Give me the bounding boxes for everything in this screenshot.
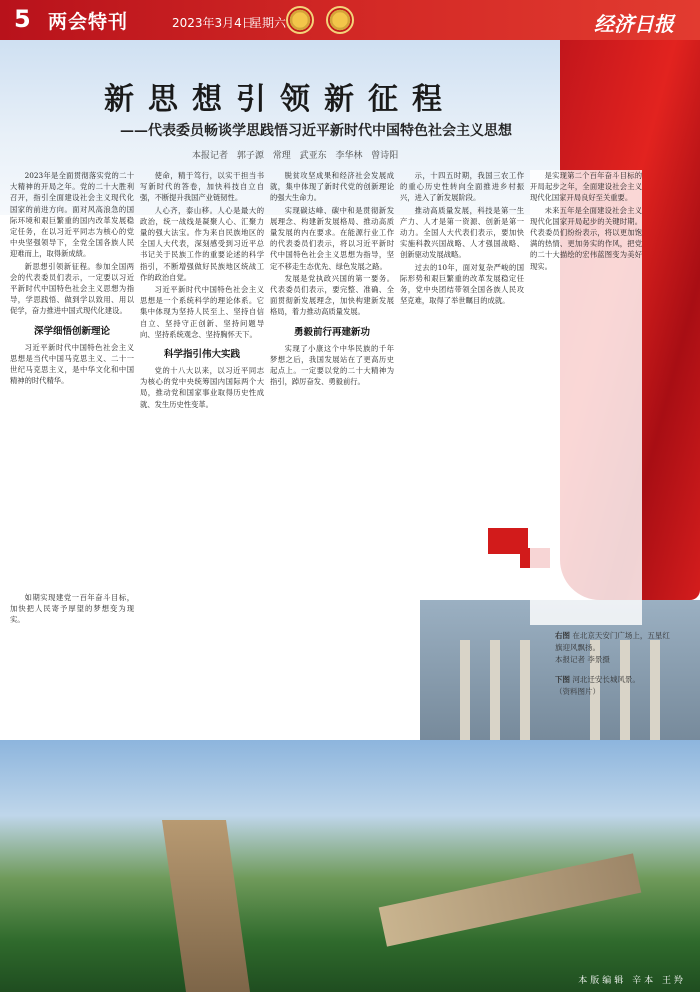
paragraph: 党的十八大以来，以习近平同志为核心的党中央统筹国内国际两个大局，推动党和国家事业取得历史性成就、发生历史性变革。 [140, 366, 264, 409]
paragraph: 过去的10年，面对复杂严峻的国际形势和艰巨繁重的改革发展稳定任务，党中央团结带领全国各族人民攻坚克难，取得了举世瞩目的成就。 [400, 262, 524, 306]
issue-weekday: 星期六 [250, 16, 287, 30]
national-emblem-icon [286, 6, 314, 34]
paragraph: 如期实现建党一百年奋斗目标，加快把人民寄予厚望的梦想变为现实。 [10, 593, 134, 625]
section-heading: 科学指引伟大实践 [163, 349, 240, 361]
article-column-1-lower [10, 592, 134, 750]
paragraph: 新思想引领新征程。参加全国两会的代表委员们表示，一定要以习近平新时代中国特色社会主义思想为指导，学思践悟、做到学以致用、用以促学，奋力推进中国式现代化建设。 [10, 261, 134, 316]
section-heading: 勇毅前行再建新功 [293, 326, 370, 338]
article-column-4 [400, 170, 524, 740]
editor-credit: 本版编辑 辛本 王羚 [578, 976, 686, 986]
paragraph: 脱贫攻坚成果和经济社会发展成就，集中体现了新时代党的创新理论的强大生命力。 [270, 171, 394, 203]
newspaper-logo: 经济日报 [594, 12, 674, 36]
caption-label: 下图 [555, 675, 570, 684]
paragraph: 推动高质量发展，科技是第一生产力、人才是第一资源、创新是第一动力。全国人大代表们表示，要加快实施科教兴国战略、人才强国战略、创新驱动发展战略。 [400, 205, 524, 260]
paragraph: 使命，精于笃行，以实干担当书写新时代的答卷，加快科技自立自强，不断提升我国产业链韧性。 [140, 171, 264, 203]
caption-text: 河北迁安长城风景。 [572, 675, 640, 684]
paragraph: 习近平新时代中国特色社会主义思想是当代中国马克思主义、二十一世纪马克思主义，是中华文化和中国精神的时代精华。 [10, 342, 134, 386]
section-heading: 深学细悟创新理论 [33, 325, 110, 337]
paragraph: 人心齐，泰山移。人心是最大的政治，统一战线是凝聚人心、汇聚力量的强大法宝。作为来自民族地区的全国人大代表，深刻感受到习近平总书记关于民族工作的重要论述的科学指引，不断增强做好民族地区统战工作的政治自觉。 [140, 205, 264, 282]
caption-credit: 本报记者 李景摄 [555, 655, 610, 664]
article-column-3 [270, 170, 394, 740]
section-title: 两会特刊 [48, 11, 129, 33]
issue-date: 2023年3月4日 [172, 16, 254, 30]
paragraph: 是实现第二个百年奋斗目标的开局起步之年，全面建设社会主义现代化国家开局良好至关重要。 [530, 171, 642, 203]
photo-captions [555, 630, 675, 698]
paragraph: 示，十四五时期，我国三农工作的重心历史性转向全面推进乡村振兴，进入了新发展阶段。 [400, 171, 524, 203]
caption-credit: （资料图片） [555, 687, 600, 696]
paragraph: 实现了小康这个中华民族的千年梦想之后，我国发展站在了更高历史起点上。一定要以党的二十大精神为指引，踔厉奋发、勇毅前行。 [270, 343, 394, 387]
paragraph: 2023年是全面贯彻落实党的二十大精神的开局之年。党的二十大胜利召开，指引全面建设社会主义现代化国家的前进方向。面对风高浪急的国际环境和艰巨繁重的国内改革发展稳定任务，在以习近平同志为核心的党中央坚强领导下，全党全国各族人民迎难而上，取得新成绩。 [10, 171, 134, 259]
page-number: 5 [14, 5, 31, 33]
article-column-1 [10, 170, 134, 590]
paragraph: 习近平新时代中国特色社会主义思想是一个系统科学的理论体系。它集中体现为坚持人民至上、坚持自信自立、坚持守正创新、坚持问题导向、坚持系统观念、坚持胸怀天下。 [140, 285, 264, 339]
paragraph: 发展是党执政兴国的第一要务。代表委员们表示，要完整、准确、全面贯彻新发展理念，加快构建新发展格局，着力推动高质量发展。 [270, 273, 394, 317]
article-byline: 本报记者 郭子源 常理 武亚东 李华林 曾诗阳 [192, 151, 399, 161]
article-column-2 [140, 170, 264, 740]
caption-label: 右图 [555, 631, 570, 640]
caption-text: 在北京天安门广场上，五星红旗迎风飘扬。 [555, 631, 670, 652]
cppcc-emblem-icon [326, 6, 354, 34]
paragraph: 未来五年是全面建设社会主义现代化国家开局起步的关键时期。代表委员们纷纷表示，将以更加饱满的热情、更加务实的作风，把党的二十大描绘的宏伟蓝图变为美好现实。 [530, 205, 642, 271]
article-subtitle: ——代表委员畅谈学思践悟习近平新时代中国特色社会主义思想 [120, 123, 512, 139]
article-title: 新思想引领新征程 [104, 82, 456, 117]
paragraph: 实现碳达峰、碳中和是贯彻新发展理念、构建新发展格局、推动高质量发展的内在要求。在能源行业工作的代表委员们表示，将以习近平新时代中国特色社会主义思想为指导，坚定不移走生态优先、绿色发展之路。 [270, 205, 394, 271]
page-header [0, 0, 700, 40]
article-column-5 [530, 170, 642, 625]
